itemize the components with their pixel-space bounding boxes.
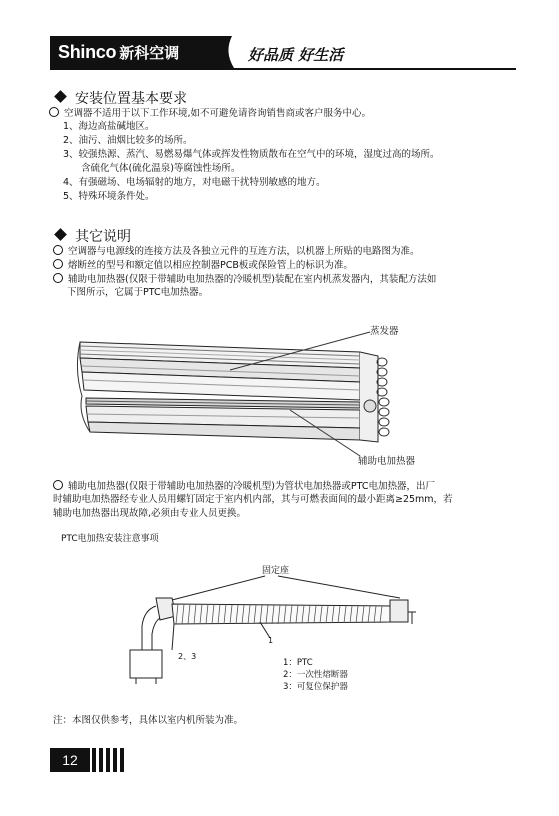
label-part-2-3: 2、3 — [178, 652, 197, 661]
label-fixing-seat: 固定座 — [262, 566, 290, 576]
evaporator-heater-figure — [60, 310, 480, 470]
header-rule — [50, 68, 516, 70]
footnote: 注：本图仅供参考，具体以室内机所装为准。 — [53, 715, 244, 726]
list-item: 空调器与电源线的连接方法及各独立元件的互连方法，以机器上所贴的电路图为准。 — [53, 244, 420, 259]
list-item: 熔断丝的型号和额定值以相应控制器PCB板或保险管上的标识为准。 — [53, 258, 353, 273]
ptc-heater-figure — [120, 560, 430, 690]
figure2-caption: PTC电加热安装注意事项 — [61, 534, 159, 544]
circle-bullet-icon — [49, 107, 59, 117]
list-item: 辅助电加热器(仅限于带辅助电加热器的冷暖机型)装配在室内机蒸发器内，其装配方法如 — [53, 272, 436, 287]
list-item: 含硫化气体(硫化温泉)等腐蚀性场所。 — [81, 163, 241, 174]
paragraph-line: 时辅助电加热器经专业人员用螺钉固定于室内机内部，其与可燃表面间的最小距离≥25mm，若 — [53, 494, 453, 505]
section-title-install-location: 安装位置基本要求 — [56, 88, 187, 108]
circle-bullet-icon — [53, 245, 63, 255]
list-item: 3、较强热源、蒸汽、易燃易爆气体或挥发性物质散布在空气中的环境，湿度过高的场所。 — [63, 149, 440, 160]
section-title-other-notes: 其它说明 — [56, 226, 131, 246]
footer-bar — [92, 748, 96, 772]
circle-bullet-icon — [53, 273, 63, 283]
brand-name-cn: 新科空调 — [119, 43, 180, 62]
footer-bar — [106, 748, 110, 772]
slogan: 好品质 好生活 — [248, 46, 344, 64]
label-evaporator: 蒸发器 — [370, 326, 399, 337]
section1-intro: 空调器不适用于以下工作环境,如不可避免请咨询销售商或客户服务中心。 — [49, 106, 371, 121]
list-item: 4、有强磁场、电场辐射的地方，对电磁干扰特别敏感的地方。 — [63, 177, 326, 188]
figure2-legend-2: 2：一次性熔断器 — [283, 670, 348, 680]
figure2-legend-1: 1：PTC — [283, 658, 313, 668]
header-swoosh — [222, 36, 246, 70]
diamond-bullet-icon — [54, 228, 67, 241]
diamond-bullet-icon — [54, 90, 67, 103]
circle-bullet-icon — [53, 480, 63, 490]
footer-bar — [99, 748, 103, 772]
footer-bar — [113, 748, 117, 772]
list-item: 下图所示，它属于PTC电加热器。 — [67, 287, 209, 298]
list-item: 2、油污、油烟比较多的场所。 — [63, 135, 193, 146]
label-auxiliary-heater: 辅助电加热器 — [358, 456, 416, 467]
list-item: 1、海边高盐碱地区。 — [63, 121, 155, 132]
brand-name-en: Shinco — [58, 41, 117, 62]
page-number: 12 — [50, 748, 90, 772]
footer-bar — [120, 748, 124, 772]
paragraph-line: 辅助电加热器出现故障,必须由专业人员更换。 — [53, 508, 247, 519]
paragraph-line: 辅助电加热器(仅限于带辅助电加热器的冷暖机型)为管状电加热器或PTC电加热器，出厂 — [53, 479, 435, 494]
brand-logo — [50, 36, 226, 68]
label-part-1: 1 — [268, 636, 274, 645]
list-item: 5、特殊环境条件处。 — [63, 191, 155, 202]
figure2-legend-3: 3：可复位保护器 — [283, 682, 348, 692]
circle-bullet-icon — [53, 259, 63, 269]
